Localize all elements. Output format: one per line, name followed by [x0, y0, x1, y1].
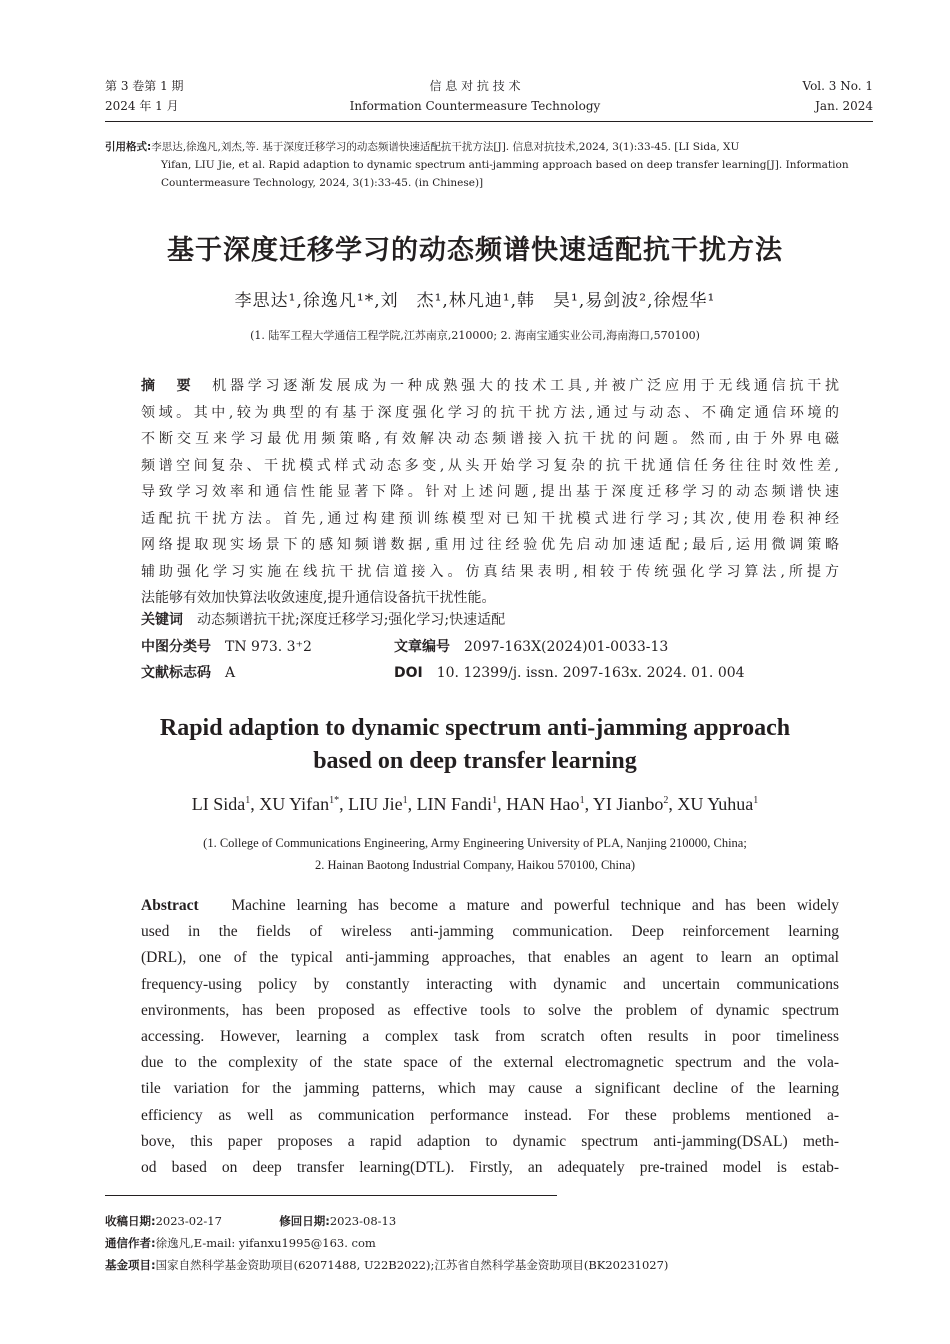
- header-date: 2024 年 1 月: [105, 99, 179, 113]
- page-title-en: [0, 712, 950, 778]
- clc-value: TN 973. 3⁺2: [225, 639, 312, 655]
- article-no-label: 文章编号: [394, 639, 450, 655]
- author-mark: 2: [663, 795, 669, 806]
- abstract-en-line: efficiency as well as communication performance instead. For these problems mentioned a-: [141, 1106, 839, 1124]
- abstract-line: 适配抗干扰方法。首先,通过构建预训练模型对已知干扰模式进行学习;其次,使用卷积神经: [141, 510, 839, 527]
- affiliation-cn: (1. 陆军工程大学通信工程学院,江苏南京,210000; 2. 海南宝通实业公司,海南海口,570100): [250, 329, 700, 342]
- journal-name-cn: 信 息 对 抗 技 术: [429, 79, 521, 93]
- affiliation-en-line: 2. Hainan Baotong Industrial Company, Haikou 570100, China): [315, 858, 635, 872]
- keywords-label: 关键词: [141, 612, 183, 628]
- received-label: 收稿日期:: [105, 1214, 156, 1228]
- abstract-en-line: accessing. However, learning a complex task from scratch often results in poor timeliness: [141, 1027, 839, 1045]
- affiliation-en-line: (1. College of Communications Engineering, Army Engineering University of PLA, Nanjing 210000, China;: [203, 836, 747, 850]
- abstract-line: 导致学习效率和通信性能显著下降。针对上述问题,提出基于深度迁移学习的动态频谱快速: [141, 484, 839, 500]
- clc-label: 中图分类号: [141, 639, 211, 655]
- received-value: 2023-02-17: [155, 1214, 222, 1228]
- affiliation-en: [0, 832, 950, 876]
- footnote-divider: [105, 1195, 557, 1196]
- authors-cn: 李思达¹,徐逸凡¹*,刘 杰¹,林凡迪¹,韩 昊¹,易剑波²,徐煜华¹: [234, 291, 716, 311]
- corresponding-label: 通信作者:: [105, 1236, 156, 1250]
- abstract-en: [141, 893, 839, 1181]
- doc-code-row: [141, 660, 839, 686]
- abstract-line: 法能够有效加快算法收敛速度,提升通信设备抗干扰性能。: [141, 590, 496, 606]
- author-mark: 1: [245, 795, 251, 806]
- abstract-cn: [141, 373, 839, 612]
- abstract-label-en: Abstract: [141, 897, 199, 914]
- authors-en: LI Sida$^1$, XU Yifan$^{1*}$, LIU Jie$^1$, LIN Fandi$^1$, HAN Hao$^1$, YI Jianbo$^2$, XU Yuhua$^1$: [191, 794, 759, 814]
- author-en: XU Yuhua: [677, 794, 754, 814]
- doi-label: DOI: [394, 665, 423, 681]
- abstract-en-line: frequency-using policy by constantly interacting with dynamic and uncertain communications: [141, 975, 839, 993]
- abstract-en-line: used in the fields of wireless anti-jamming communication. Deep reinforcement learning: [141, 923, 839, 941]
- abstract-line: 频谱空间复杂、干扰模式样式动态多变,从头开始学习复杂的抗干扰通信任务往往时效性差,: [141, 457, 839, 474]
- corresponding-value: 徐逸凡,E-mail: yifanxu1995@163. com: [155, 1236, 376, 1250]
- citation-label: 引用格式:: [105, 141, 152, 153]
- author-mark: 1: [579, 795, 585, 806]
- fund-row: [105, 1255, 668, 1275]
- abstract-label-cn: 摘 要: [141, 378, 195, 394]
- abstract-en-line: Machine learning has become a mature and powerful technique and has been widely: [231, 897, 839, 914]
- keywords-value: 动态频谱抗干扰;深度迁移学习;强化学习;快速适配: [197, 612, 506, 628]
- fund-label: 基金项目:: [105, 1258, 156, 1272]
- fund-value: 国家自然科学基金资助项目(62071488, U22B2022);江苏省自然科学基金资助项目(BK20231027): [155, 1258, 669, 1272]
- citation-line: Yifan, LIU Jie, et al. Rapid adaption to dynamic spectrum anti-jamming approach based on deep transfer learning[J]. Information: [161, 159, 849, 171]
- page-title-cn: 基于深度迁移学习的动态频谱快速适配抗干扰方法: [167, 235, 783, 266]
- citation-line: 李思达,徐逸凡,刘杰,等. 基于深度迁移学习的动态频谱快速适配抗干扰方法[J]. 信息对抗技术,2024, 3(1):33-45. [LI Sida, XU: [151, 141, 740, 153]
- abstract-line: 辅助强化学习实施在线抗干扰信道接入。仿真结果表明,相较于传统强化学习算法,所提方: [141, 563, 839, 580]
- abstract-en-line: environments, has been proposed as effective tools to solve the problem of dynamic spectrum: [141, 1001, 839, 1019]
- abstract-line: 领域。其中,较为典型的有基于深度强化学习的抗干扰方法,通过与动态、不确定通信环境的: [141, 404, 839, 421]
- abstract-en-line: tile variation for the jamming patterns, which may cause a significant decline of the learning: [141, 1080, 839, 1098]
- journal-name-en: Information Countermeasure Technology: [349, 99, 601, 113]
- classification-row: [141, 634, 839, 660]
- keywords-row: [141, 607, 839, 633]
- doi-value: 10. 12399/j. issn. 2097-163x. 2024. 01. 004: [436, 665, 745, 681]
- abstract-en-line: due to the complexity of the state space of the external electromagnetic spectrum and the vola-: [141, 1054, 839, 1072]
- abstract-en-line: od based on deep transfer learning(DTL). Firstly, an adequately pre-trained model is estab-: [141, 1158, 839, 1176]
- abstract-line: 网络提取现实场景下的感知频谱数据,重用过往经验优先启动加速适配;最后,运用微调策略: [141, 537, 839, 553]
- header-volume-en: Vol. 3 No. 1: [802, 79, 873, 93]
- header-volume: 第 3 卷第 1 期: [105, 79, 184, 93]
- author-mark: 1: [402, 795, 408, 806]
- citation-block: [105, 138, 873, 192]
- title-en-line: Rapid adaption to dynamic spectrum anti-jamming approach: [159, 715, 791, 741]
- author-mark: 1: [753, 795, 759, 806]
- header-date-en: Jan. 2024: [815, 99, 873, 113]
- author-en: XU Yifan: [259, 794, 330, 814]
- author-en: LI Sida: [191, 794, 246, 814]
- title-en-line: based on deep transfer learning: [313, 748, 637, 774]
- article-no-value: 2097-163X(2024)01-0033-13: [464, 639, 669, 655]
- citation-line: Countermeasure Technology, 2024, 3(1):33-45. (in Chinese)]: [161, 177, 484, 189]
- author-en: YI Jianbo: [592, 794, 664, 814]
- abstract-en-line: (DRL), one of the typical anti-jamming approaches, that enables an agent to learn an optimal: [141, 949, 839, 967]
- author-en: HAN Hao: [506, 794, 580, 814]
- revised-value: 2023-08-13: [329, 1214, 397, 1228]
- abstract-en-line: bove, this paper proposes a rapid adaption to dynamic spectrum anti-jamming(DSAL) meth-: [141, 1132, 839, 1150]
- author-en: LIU Jie: [348, 794, 403, 814]
- header-divider: [105, 121, 873, 122]
- revised-label: 修回日期:: [279, 1214, 330, 1228]
- author-en: LIN Fandi: [416, 794, 493, 814]
- received-row: [105, 1211, 396, 1231]
- corresponding-row: [105, 1233, 376, 1253]
- abstract-line: 机器学习逐渐发展成为一种成熟强大的技术工具,并被广泛应用于无线通信抗干扰: [212, 378, 839, 394]
- doc-code-label: 文献标志码: [141, 665, 211, 681]
- author-mark: 1: [492, 795, 498, 806]
- abstract-line: 不断交互来学习最优用频策略,有效解决动态频谱接入抗干扰的问题。然而,由于外界电磁: [141, 431, 839, 447]
- doc-code-value: A: [225, 665, 236, 681]
- header-issue-en: [803, 76, 873, 116]
- author-mark: 1*: [329, 795, 340, 806]
